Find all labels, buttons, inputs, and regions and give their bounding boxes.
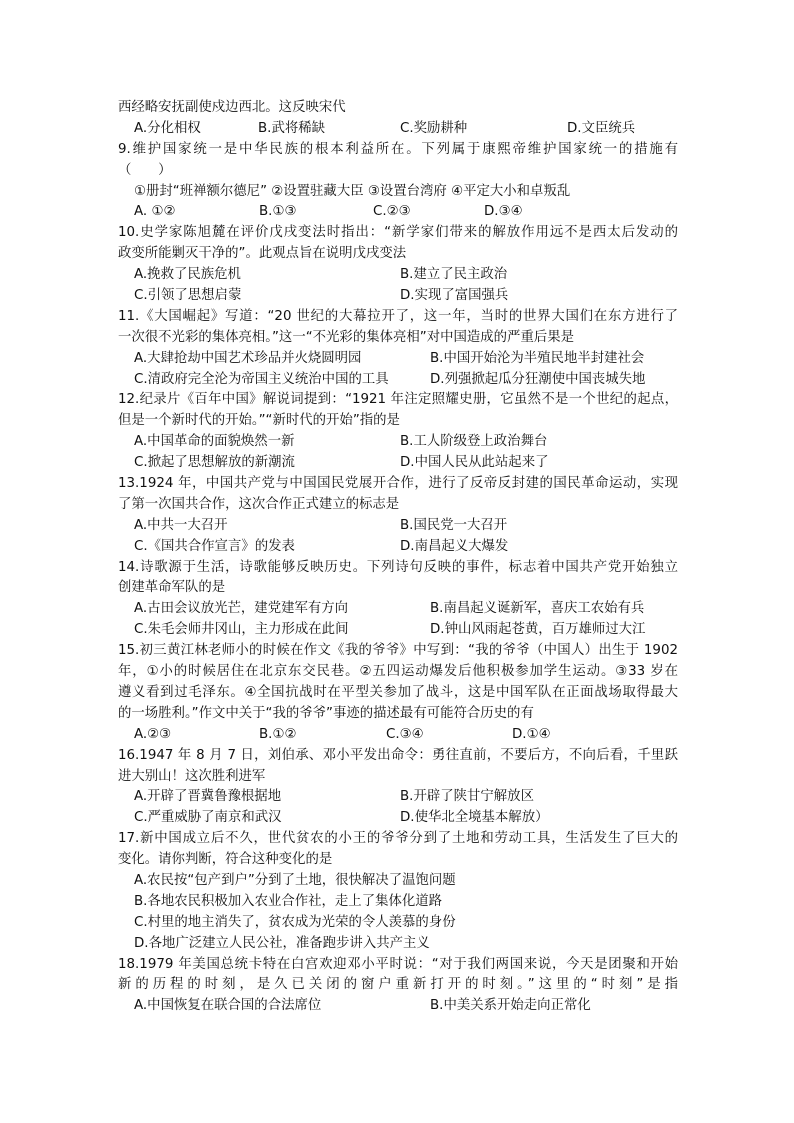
answer-option: D.文臣统兵 <box>567 120 636 136</box>
answer-option: A.②③ <box>134 726 172 742</box>
answer-option: D.使华北全境基本解放） <box>400 810 549 826</box>
answer-option: A.开辟了晋冀鲁豫根据地 <box>134 789 282 805</box>
answer-option: A.中国恢复在联合国的合法席位 <box>134 998 322 1014</box>
answer-options-row <box>118 996 678 1017</box>
answer-option: C.②③ <box>373 204 411 220</box>
answer-option: A.大肆抢劫中国艺术珍品并火烧圆明园 <box>134 350 362 366</box>
answer-options-row <box>118 119 678 140</box>
question-option-line: ①册封“班禅额尔德尼” ②设置驻藏大臣 ③设置台湾府 ④平定大小和卓叛乱 <box>134 183 571 199</box>
question-text-line: 了第一次国共合作，这次合作正式建立的标志是 <box>118 496 400 512</box>
question-option-line: B.各地农民积极加入农业合作社，走上了集体化道路 <box>134 893 443 909</box>
answer-options-row <box>118 620 678 641</box>
answer-option: B.工人阶级登上政治舞台 <box>400 434 548 450</box>
answer-option: D.钟山风雨起苍黄，百万雄师过大江 <box>430 622 646 638</box>
answer-option: B.国民党一大召开 <box>400 517 508 533</box>
question-text-line: 创建革命军队的是 <box>118 580 226 596</box>
answer-option: D.中国人民从此站起来了 <box>400 455 549 471</box>
answer-options-row <box>118 808 678 829</box>
answer-option: B.中国开始沦为半殖民地半封建社会 <box>430 350 645 366</box>
question-text-line: 16.1947 年 8 月 7 日，刘伯承、邓小平发出命令：勇往直前，不要后方，不向后看，千里跃 <box>118 747 678 763</box>
question-text-line: 政变所能剿灭干净的”。此观点旨在说明戊戌变法 <box>118 246 407 262</box>
answer-options-row <box>118 202 678 223</box>
question-text-line: 9.维护国家统一是中华民族的根本利益所在。下列属于康熙帝维护国家统一的措施有 <box>118 141 678 157</box>
question-text-line: 17.新中国成立后不久，世代贫农的小王的爷爷分到了土地和劳动工具，生活发生了巨大的 <box>118 831 678 847</box>
answer-options-row <box>118 453 678 474</box>
answer-option: C.朱毛会师井冈山，主力形成在此间 <box>134 622 349 638</box>
answer-options-row <box>118 516 678 537</box>
answer-option: D.南昌起义大爆发 <box>400 538 509 554</box>
answer-option: C.掀起了思想解放的新潮流 <box>134 455 295 471</box>
exam-page <box>118 98 678 1017</box>
answer-option: B.开辟了陕甘宁解放区 <box>400 789 534 805</box>
question-text-line: 15.初三黄江林老师小的时候在作文《我的爷爷》中写到：“我的爷爷（中国人）出生于 1902 <box>118 643 678 659</box>
answer-option: C.引领了思想启蒙 <box>134 288 242 304</box>
answer-options-row <box>118 432 678 453</box>
question-text-line: 11.《大国崛起》写道：“20 世纪的大幕拉开了，这一年，当时的世界大国们在东方进行了 <box>118 308 678 324</box>
question-text-line: 14.诗歌源于生活，诗歌能够反映历史。下列诗句反映的事件，标志着中国共产党开始独立 <box>118 559 678 575</box>
answer-option: D.实现了富国强兵 <box>400 288 509 304</box>
question-option-line: A.农民按“包产到户”分到了土地，很快解决了温饱问题 <box>134 872 456 888</box>
answer-option: B.建立了民主政治 <box>400 267 508 283</box>
answer-options-row <box>118 286 678 307</box>
answer-options-row <box>118 537 678 558</box>
answer-options-row <box>118 349 678 370</box>
question-text-line: 18.1979 年美国总统卡特在白宫欢迎邓小平时说：“对于我们两国来说，今天是团聚和开始 <box>118 956 678 972</box>
question-text-line: 新的历程的时刻，是久已关闭的窗户重新打开的时刻。”这里的“时刻”是指 <box>118 977 678 993</box>
question-text-line: 西经略安抚副使戍边西北。这反映宋代 <box>118 100 346 115</box>
answer-options-row <box>118 265 678 286</box>
answer-option: A. ①② <box>134 204 176 220</box>
answer-option: B.中美关系开始走向正常化 <box>430 998 591 1014</box>
answer-options-row <box>118 725 678 746</box>
answer-option: B.南昌起义诞新军，喜庆工农始有兵 <box>430 601 645 617</box>
question-text-line: 年，①小的时候居住在北京东交民巷。②五四运动爆发后他积极参加学生运动。③33 岁在 <box>118 664 678 680</box>
question-text-line: 13.1924 年，中国共产党与中国国民党展开合作，进行了反帝反封建的国民革命运动，实现 <box>118 476 678 492</box>
question-text-line: 一次很不光彩的集体亮相。”这一“不光彩的集体亮相”对中国造成的严重后果是 <box>118 329 574 345</box>
answer-option: D.③④ <box>484 204 523 220</box>
answer-option: A.古田会议放光芒，建党建军有方向 <box>134 601 349 617</box>
question-option-line: D.各地广泛建立人民公社，准备跑步讲入共产主义 <box>134 935 430 951</box>
question-text-line: 遵义看到过毛泽东。④全国抗战时在平型关参加了战斗，这是中国军队在正面战场取得最大 <box>118 684 678 700</box>
answer-options-row <box>118 370 678 391</box>
answer-option: D.①④ <box>512 726 551 742</box>
question-text-line: 进大别山！这次胜利进军 <box>118 768 266 784</box>
answer-option: A.中国革命的面貌焕然一新 <box>134 434 295 450</box>
question-text-line: 10.史学家陈旭麓在评价戊戌变法时指出：“新学家们带来的解放作用远不是西太后发动的 <box>118 225 678 241</box>
question-text-line: 变化。请你判断，符合这种变化的是 <box>118 852 333 868</box>
answer-options-row <box>118 787 678 808</box>
answer-options-row <box>118 599 678 620</box>
answer-option: C.《国共合作宣言》的发表 <box>134 538 295 554</box>
question-text-line: 但是一个新时代的开始。”“新时代的开始”指的是 <box>118 413 400 429</box>
answer-option: C.奖励耕种 <box>400 120 468 136</box>
answer-option: C.③④ <box>386 726 424 742</box>
answer-option: B.武将稀缺 <box>258 120 326 136</box>
answer-option: C.严重威胁了南京和武汉 <box>134 810 282 826</box>
answer-option: A.分化相权 <box>134 120 201 136</box>
answer-option: C.清政府完全沦为帝国主义统治中国的工具 <box>134 371 389 387</box>
answer-option: B.①② <box>259 726 297 742</box>
question-text-line: （ ） <box>118 162 172 178</box>
answer-option: A.挽救了民族危机 <box>134 267 241 283</box>
question-text-line: 12.纪录片《百年中国》解说词提到：“1921 年注定照耀史册，它虽然不是一个世纪的起点， <box>118 392 678 408</box>
question-text-line: 的一场胜利。”作文中关于“我的爷爷”事迹的描述最有可能符合历史的有 <box>118 705 534 721</box>
answer-option: B.①③ <box>259 204 297 220</box>
answer-option: A.中共一大召开 <box>134 517 228 533</box>
question-option-line: C.村里的地主消失了，贫农成为光荣的令人羡慕的身份 <box>134 914 456 930</box>
answer-option: D.列强掀起瓜分狂潮使中国丧城失地 <box>430 371 646 387</box>
